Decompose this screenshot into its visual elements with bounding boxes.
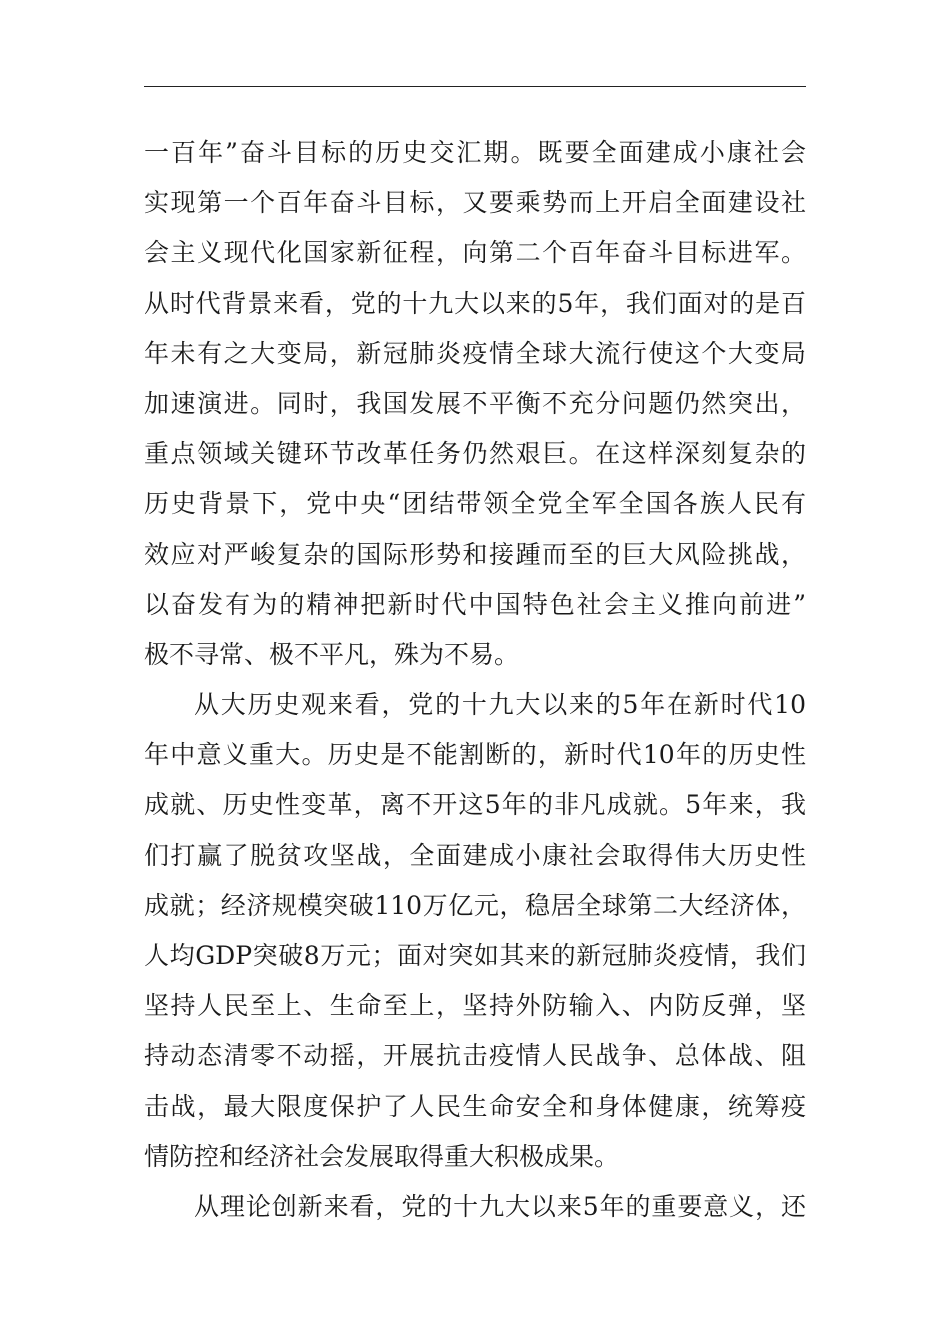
text-line: 一百年”奋斗目标的历史交汇期。既要全面建成小康社会	[144, 138, 806, 167]
text-line: 重点领域关键环节改革任务仍然艰巨。在这样深刻复杂的	[144, 439, 806, 469]
body-text	[144, 128, 806, 1232]
text-line: 从时代背景来看，党的十九大以来的5年，我们面对的是百	[144, 288, 806, 318]
text-line: 年中意义重大。历史是不能割断的，新时代10年的历史性	[144, 740, 806, 770]
text-line: 人均GDP突破8万元；面对突如其来的新冠肺炎疫情，我们	[144, 941, 806, 970]
text-line: 历史背景下，党中央“团结带领全党全军全国各族人民有	[144, 489, 806, 519]
text-line: 情防控和经济社会发展取得重大积极成果。	[144, 1141, 620, 1171]
text-line: 极不寻常、极不平凡，殊为不易。	[144, 639, 520, 669]
text-line: 实现第一个百年奋斗目标，又要乘势而上开启全面建设社	[144, 188, 806, 218]
paragraph-first-line: 从理论创新来看，党的十九大以来5年的重要意义，还	[194, 1191, 806, 1221]
text-line: 以奋发有为的精神把新时代中国特色社会主义推向前进”	[144, 589, 806, 619]
text-line: 持动态清零不动摇，开展抗击疫情人民战争、总体战、阻	[144, 1041, 806, 1071]
text-line: 会主义现代化国家新征程，向第二个百年奋斗目标进军。	[144, 238, 806, 268]
text-line: 击战，最大限度保护了人民生命安全和身体健康，统筹疫	[144, 1091, 806, 1121]
text-line: 成就、历史性变革，离不开这5年的非凡成就。5年来，我	[144, 790, 806, 820]
paragraph-first-line: 从大历史观来看，党的十九大以来的5年在新时代10	[194, 690, 806, 720]
text-line: 成就；经济规模突破110万亿元，稳居全球第二大经济体，	[144, 890, 806, 920]
text-line: 效应对严峻复杂的国际形势和接踵而至的巨大风险挑战，	[144, 539, 806, 569]
text-line: 坚持人民至上、生命至上，坚持外防输入、内防反弹，坚	[144, 991, 806, 1021]
text-line: 加速演进。同时，我国发展不平衡不充分问题仍然突出，	[144, 388, 806, 418]
text-line: 年未有之大变局，新冠肺炎疫情全球大流行使这个大变局	[144, 338, 806, 368]
header-rule	[144, 86, 806, 87]
text-line: 们打赢了脱贫攻坚战，全面建成小康社会取得伟大历史性	[144, 840, 806, 870]
